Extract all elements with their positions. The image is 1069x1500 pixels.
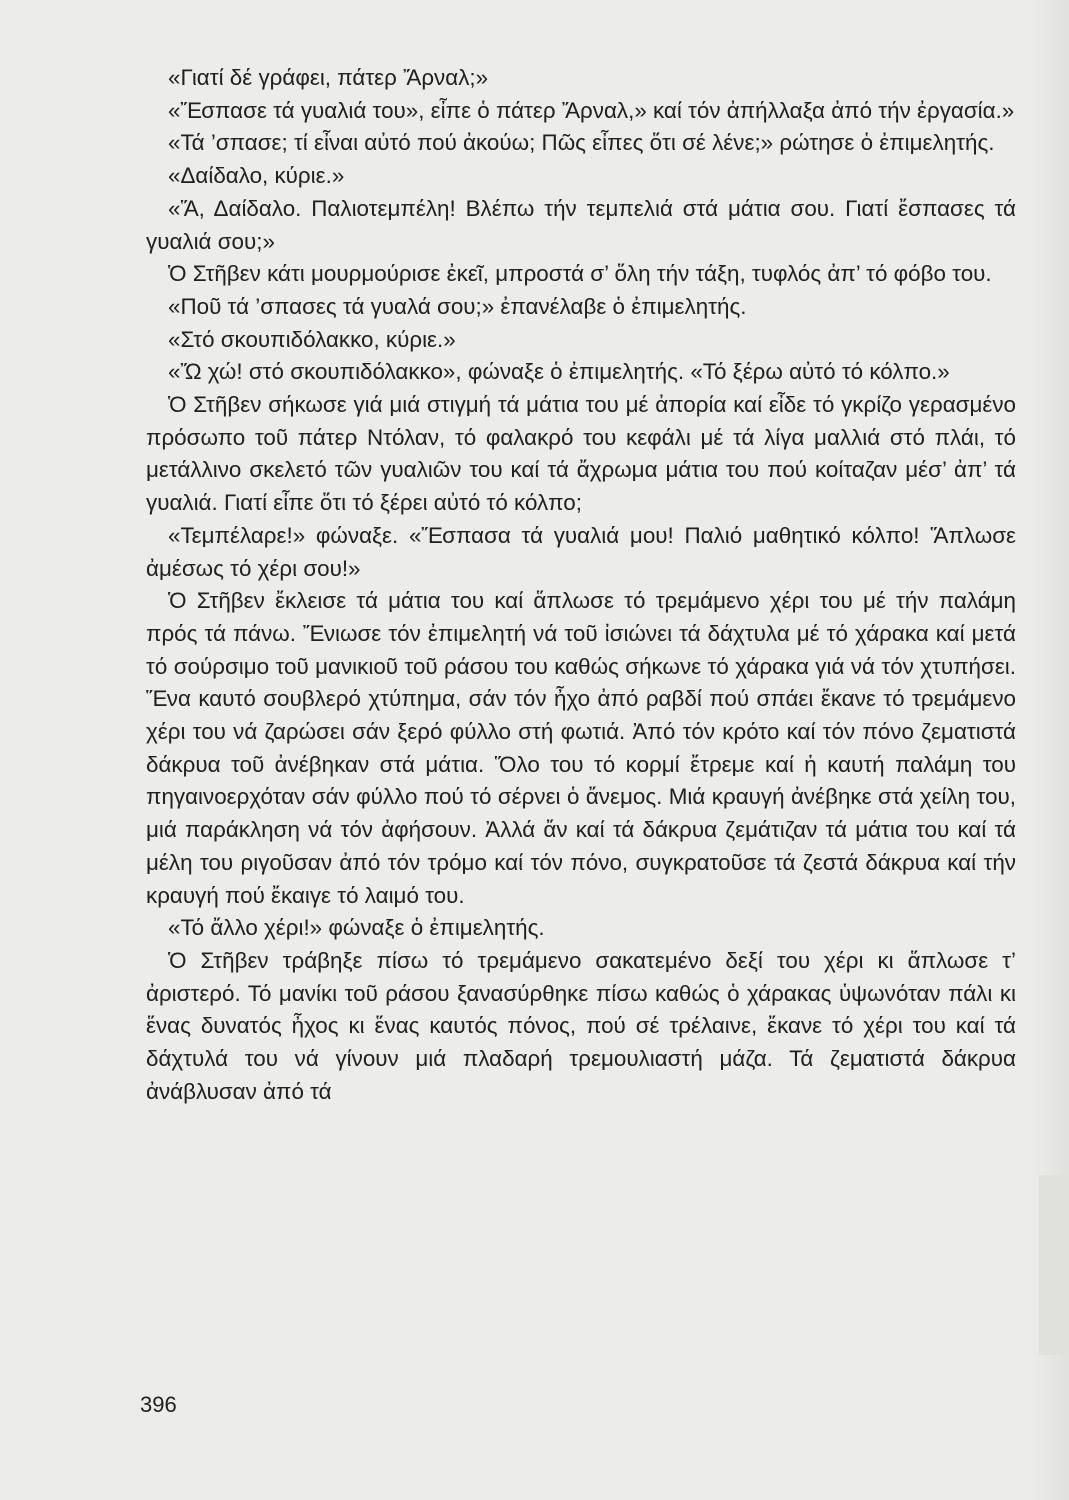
paragraph: «Ἔσπασε τά γυαλιά του», εἶπε ὁ πάτερ Ἄρναλ,» καί τόν ἀπήλλαξα ἀπό τήν ἐργασία.» xyxy=(168,97,1015,123)
body-text xyxy=(146,62,1016,1109)
paragraph: Ὁ Στῆβεν ἔκλεισε τά μάτια του καί ἅπλωσε τό τρεμάμενο χέρι του μέ τήν παλάμη πρός τά πάνω. Ἔνιωσε τόν ἐπιμελητή νά τοῦ ἰσιώνει τά δάχτυλα μέ τό χάρακα καί μετά τό σούρσιμο τοῦ μανικιοῦ τοῦ ράσου του καθώς σήκωνε τό χάρακα γιά νά τόν χτυπήσει. Ἕνα καυτό σουβλερό χτύπημα, σάν τόν ἦχο ἀπό ραβδί πού σπάει ἔκανε τό τρεμάμενο χέρι του νά ζαρώσει σάν ξερό φύλλο στή φωτιά. Ἀπό τόν κρότο καί τόν πόνο ζεματιστά δάκρυα τοῦ ἀνέβηκαν στά μάτια. Ὅλο του τό κορμί ἔτρεμε καί ἡ καυτή παλάμη του πηγαινοερχόταν σάν φύλλο πού τό σέρνει ὁ ἄνεμος. Μιά κραυγή ἀνέβηκε στά χείλη του, μιά παράκληση νά τόν ἀφήσουν. Ἀλλά ἄν καί τά δάκρυα ζεμάτιζαν τά μάτια του καί τά μέλη του ριγοῦσαν ἀπό τόν τρόμο καί τόν πόνο, συγκρατοῦσε τά ζεστά δάκρυα καί τήν κραυγή πού ἔκαιγε τό λαιμό του. xyxy=(146,588,1016,908)
paragraph: «Γιατί δέ γράφει, πάτερ Ἄρναλ;» xyxy=(168,65,489,90)
paragraph: «Ἅ, Δαίδαλο. Παλιοτεμπέλη! Βλέπω τήν τεμπελιά στά μάτια σου. Γιατί ἔσπασες τά γυαλιά σου;» xyxy=(146,195,1016,254)
paragraph: Ὁ Στῆβεν κάτι μουρμούρισε ἐκεῖ, μπροστά σ’ ὅλη τήν τάξη, τυφλός ἀπ’ τό φόβο του. xyxy=(168,261,992,287)
paragraph: «Τά ’σπασε; τί εἶναι αὐτό πού ἀκούω; Πῶς εἶπες ὅτι σέ λένε;» ρώτησε ὁ ἐπιμελητής. xyxy=(168,130,995,156)
page-edge-tab xyxy=(1039,1175,1069,1355)
paragraph: «Δαίδαλο, κύριε.» xyxy=(168,163,345,189)
paragraph: Ὁ Στῆβεν τράβηξε πίσω τό τρεμάμενο σακατεμένο δεξί του χέρι κι ἅπλωσε τ’ ἀριστερό. Τό μανίκι τοῦ ράσου ξανασύρθηκε πίσω καθώς ὁ χάρακας ὑψωνόταν πάλι κι ἕνας δυνατός ἦχος κι ἕνας καυτός πόνος, πού σέ τρέλαινε, ἔκανε τό χέρι του καί τά δάχτυλά του νά γίνουν μιά πλαδαρή τρεμουλιαστή μάζα. Τά ζεματιστά δάκρυα ἀνάβλυσαν ἀπό τά xyxy=(146,947,1016,1104)
paragraph: «Τό ἄλλο χέρι!» φώναξε ὁ ἐπιμελητής. xyxy=(168,915,545,941)
page-number: 396 xyxy=(140,1392,177,1417)
paragraph: «Ποῦ τά ’σπασες τά γυαλά σου;» ἐπανέλαβε ὁ ἐπιμελητής. xyxy=(168,293,747,319)
paragraph: «Στό σκουπιδόλακκο, κύριε.» xyxy=(168,326,456,352)
paragraph: «Τεμπέλαρε!» φώναξε. «Ἔσπασα τά γυαλιά μου! Παλιό μαθητικό κόλπο! Ἅπλωσε ἀμέσως τό χέρι σου!» xyxy=(146,522,1016,581)
paragraph: Ὁ Στῆβεν σήκωσε γιά μιά στιγμή τά μάτια του μέ ἀπορία καί εἶδε τό γκρίζο γερασμένο πρόσωπο τοῦ πάτερ Ντόλαν, τό φαλακρό του κεφάλι μέ τά λίγα μαλλιά στό πλάι, τό μετάλλινο σκελετό τῶν γυαλιῶν του καί τά ἄχρωμα μάτια του πού κοίταζαν μέσ’ ἀπ’ τά γυαλιά. Γιατί εἶπε ὅτι τό ξέρει αὐτό τό κόλπο; xyxy=(146,392,1016,516)
paragraph: «Ὤ χώ! στό σκουπιδόλακκο», φώναξε ὁ ἐπιμελητής. «Τό ξέρω αὐτό τό κόλπο.» xyxy=(168,359,950,385)
